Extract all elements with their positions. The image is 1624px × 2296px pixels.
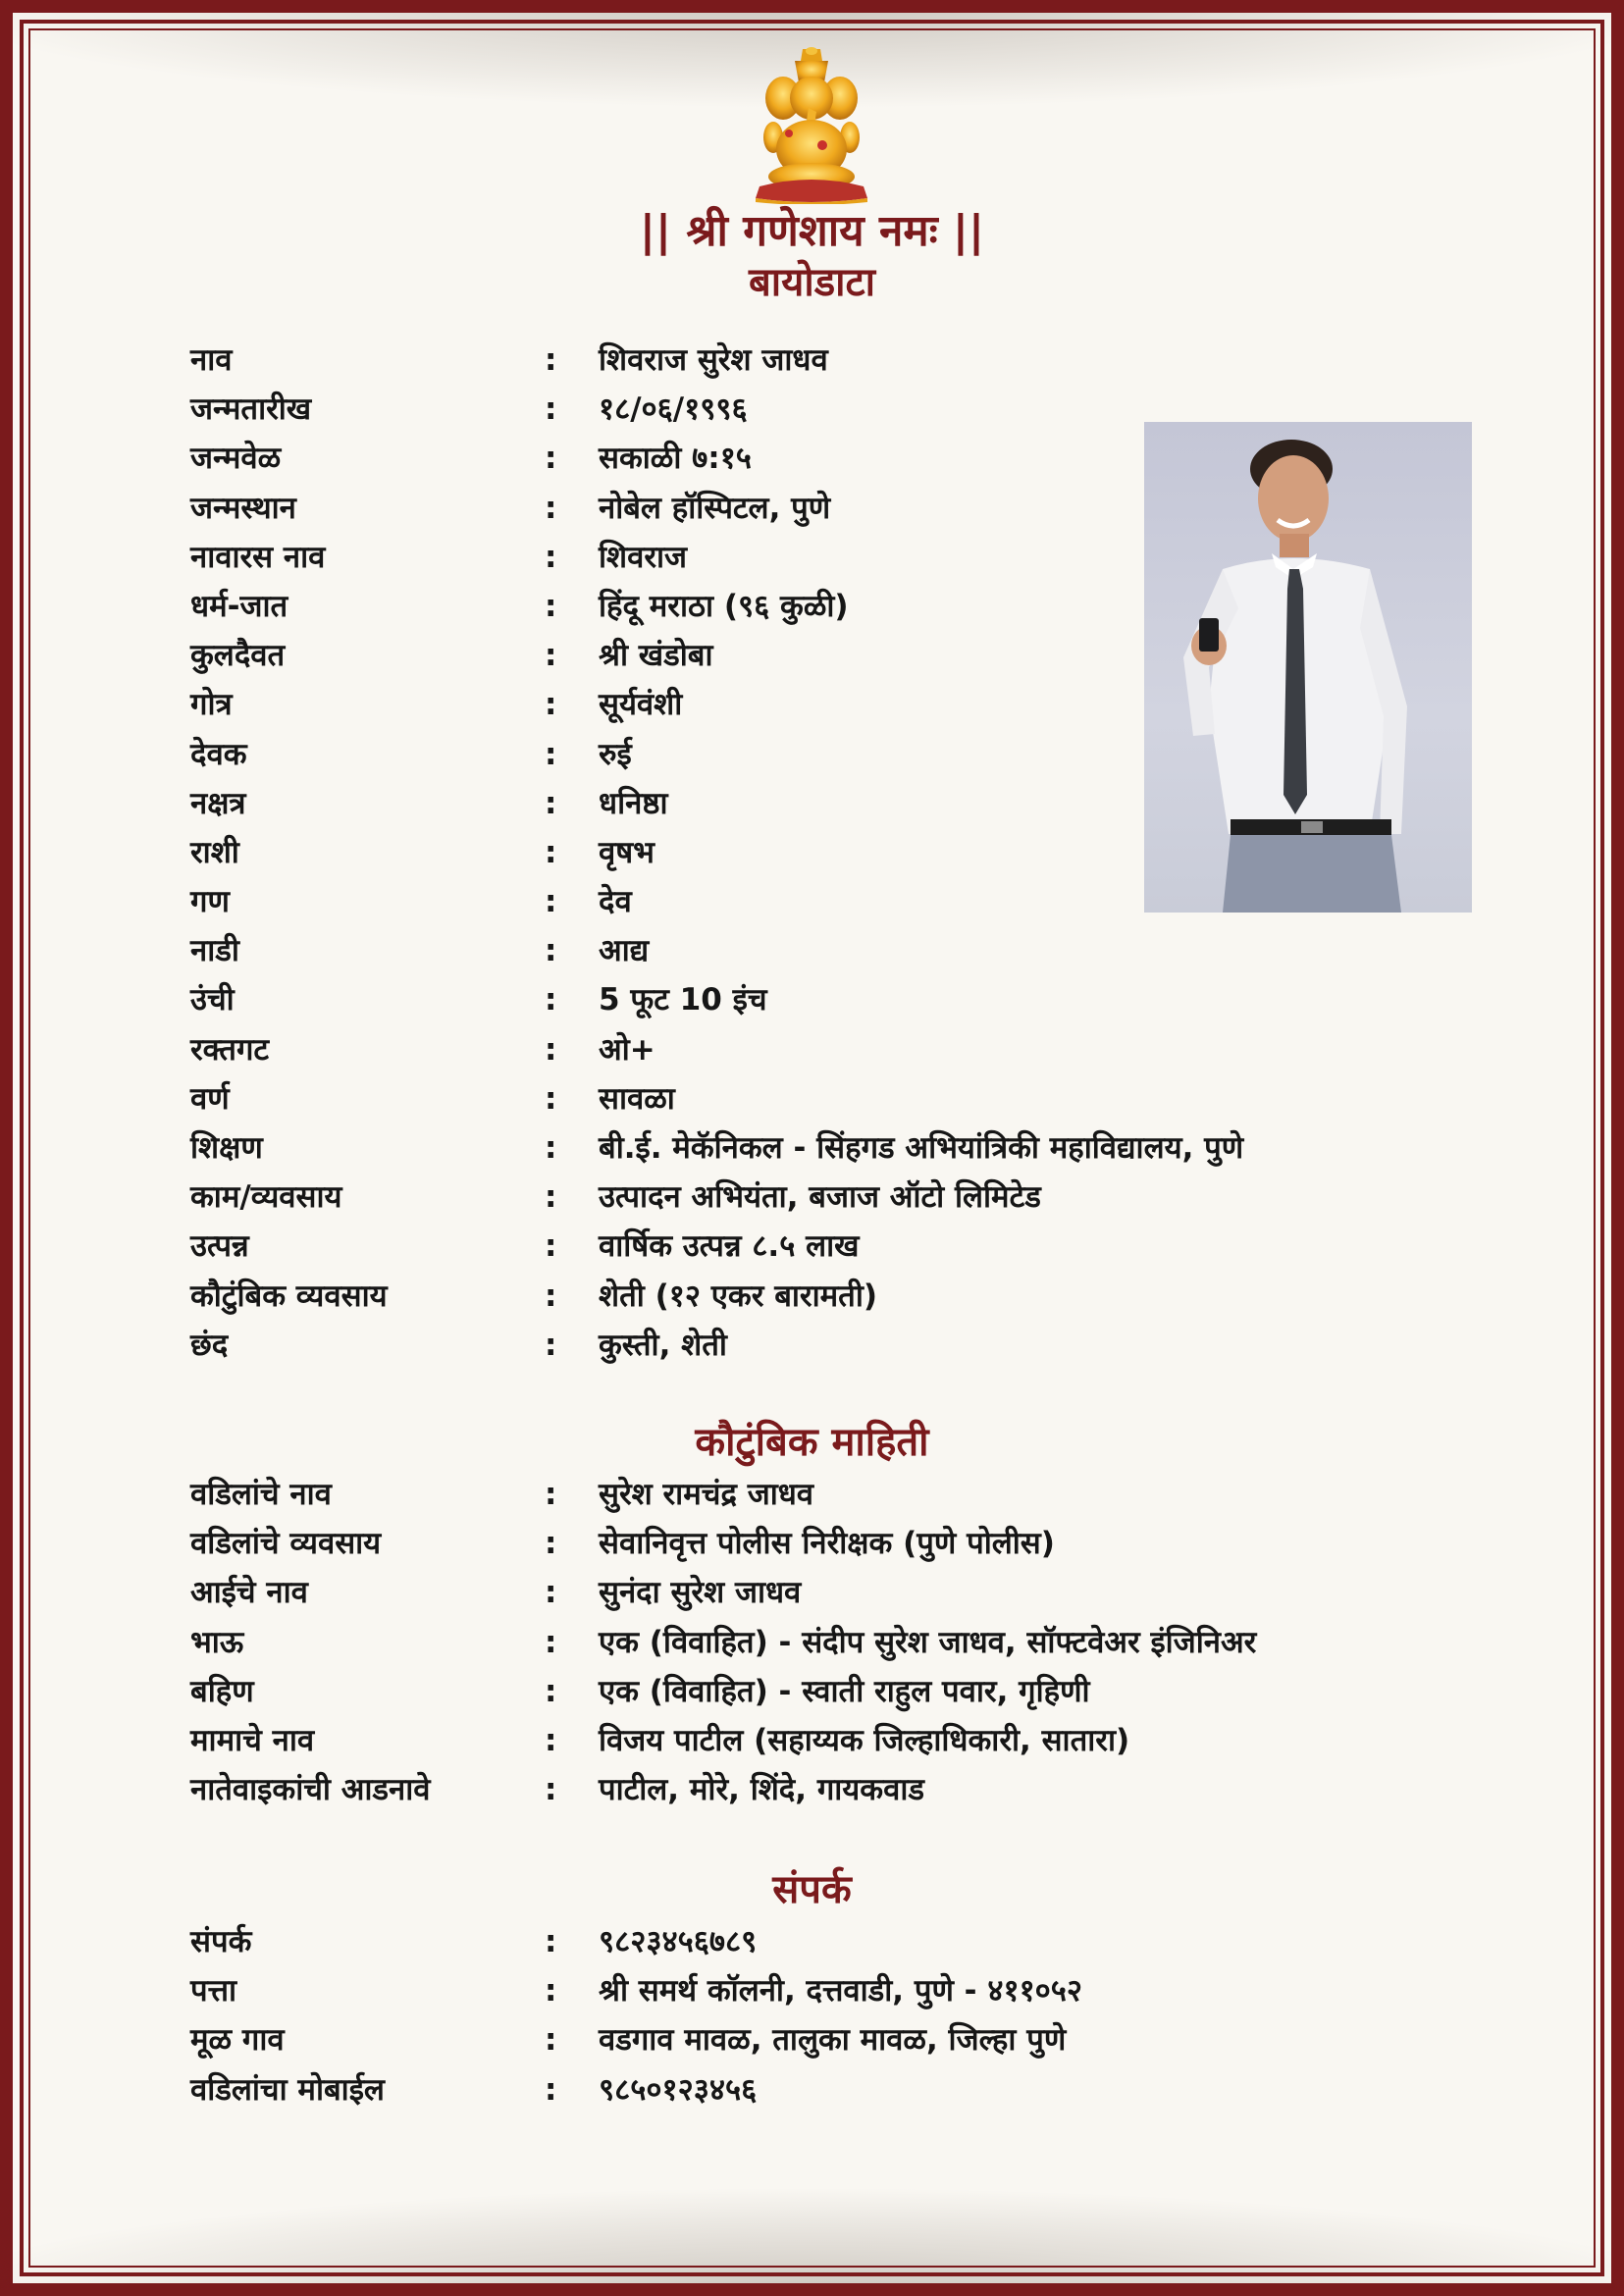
detail-row: [0, 1667, 1624, 1716]
detail-label: संपर्क: [190, 1924, 252, 1959]
separator-colon: :: [545, 342, 557, 378]
detail-row: [0, 730, 1624, 779]
detail-value: सुनंदा सुरेश जाधव: [599, 1575, 802, 1611]
separator-colon: :: [545, 1228, 557, 1265]
detail-value: पाटील, मोरे, शिंदे, गायकवाड: [599, 1772, 924, 1808]
detail-label: गोत्र: [190, 687, 233, 723]
detail-label: रक्तगट: [190, 1031, 270, 1068]
detail-row: [0, 2065, 1624, 2114]
contact-section-title: संपर्क: [772, 1867, 852, 1912]
ganesha-idol-icon: [746, 47, 877, 204]
separator-colon: :: [545, 1080, 557, 1117]
detail-value: शिवराज सुरेश जाधव: [599, 342, 828, 378]
detail-label: नावारस नाव: [190, 539, 326, 575]
detail-value: सेवानिवृत्त पोलीस निरीक्षक (पुणे पोलीस): [599, 1526, 1055, 1562]
detail-row: [0, 779, 1624, 828]
separator-colon: :: [545, 1575, 557, 1611]
detail-value: शेती (१२ एकर बारामती): [599, 1278, 878, 1314]
detail-label: देवक: [190, 736, 247, 772]
detail-value: रुई: [599, 736, 632, 772]
detail-value: श्री समर्थ कॉलनी, दत्तवाडी, पुणे - ४११०५२: [599, 1973, 1083, 2009]
detail-value: सावळा: [599, 1080, 675, 1117]
detail-label: कुलदैवत: [190, 638, 286, 674]
detail-row: [0, 2015, 1624, 2064]
detail-label: पत्ता: [190, 1973, 237, 2009]
separator-colon: :: [545, 391, 557, 428]
detail-row: [0, 1966, 1624, 2015]
separator-colon: :: [545, 1924, 557, 1959]
detail-label: काम/व्यवसाय: [190, 1179, 342, 1216]
detail-value: वडगाव मावळ, तालुका मावळ, जिल्हा पुणे: [599, 2022, 1067, 2059]
detail-row: [0, 975, 1624, 1024]
detail-label: वडिलांचा मोबाईल: [190, 2071, 385, 2108]
detail-label: उत्पन्न: [190, 1228, 249, 1265]
detail-row: [0, 1618, 1624, 1667]
detail-row: [0, 1716, 1624, 1765]
detail-label: शिक्षण: [190, 1130, 263, 1166]
detail-value: एक (विवाहित) - स्वाती राहुल पवार, गृहिणी: [599, 1673, 1090, 1709]
detail-value: १८/०६/१९९६: [599, 391, 748, 428]
detail-row: [0, 877, 1624, 926]
separator-colon: :: [545, 2071, 557, 2108]
detail-value: आद्य: [599, 933, 650, 969]
detail-label: राशी: [190, 834, 239, 870]
separator-colon: :: [545, 785, 557, 821]
detail-row: [0, 1074, 1624, 1123]
detail-value: धनिष्ठा: [599, 785, 668, 821]
detail-value: वृषभ: [599, 834, 655, 870]
detail-value: 5 फूट 10 इंच: [599, 982, 767, 1018]
detail-row: [0, 1025, 1624, 1074]
detail-value: उत्पादन अभियंता, बजाज ऑटो लिमिटेड: [599, 1179, 1041, 1216]
detail-label: नातेवाइकांची आडनावे: [190, 1772, 431, 1808]
page-title: बायोडाटा: [748, 260, 876, 305]
detail-label: नाव: [190, 342, 233, 378]
detail-label: जन्मवेळ: [190, 441, 282, 477]
detail-row: [0, 1470, 1624, 1519]
family-section-title: कौटुंबिक माहिती: [695, 1420, 929, 1465]
detail-row: [0, 434, 1624, 483]
detail-value: सूर्यवंशी: [599, 687, 683, 723]
detail-value: सकाळी ७:१५: [599, 441, 752, 477]
separator-colon: :: [545, 1130, 557, 1166]
detail-label: धर्म-जात: [190, 588, 288, 624]
detail-value: ओ+: [599, 1031, 655, 1068]
detail-value: बी.ई. मेकॅनिकल - सिंहगड अभियांत्रिकी महाविद्यालय, पुणे: [599, 1130, 1244, 1166]
separator-colon: :: [545, 441, 557, 477]
mantra-heading: || श्री गणेशाय नमः ||: [639, 206, 985, 256]
detail-value: विजय पाटील (सहाय्यक जिल्हाधिकारी, सातारा): [599, 1722, 1130, 1758]
detail-row: [0, 1917, 1624, 1966]
detail-row: [0, 1173, 1624, 1222]
detail-value: वार्षिक उत्पन्न ८.५ लाख: [599, 1228, 860, 1265]
separator-colon: :: [545, 884, 557, 920]
separator-colon: :: [545, 2022, 557, 2059]
detail-label: वडिलांचे व्यवसाय: [190, 1526, 382, 1562]
detail-row: [0, 336, 1624, 385]
detail-row: [0, 1519, 1624, 1568]
detail-row: [0, 582, 1624, 631]
detail-label: नाडी: [190, 933, 239, 969]
separator-colon: :: [545, 1278, 557, 1314]
detail-value: कुस्ती, शेती: [599, 1327, 727, 1363]
detail-value: ९८५०१२३४५६: [599, 2071, 758, 2108]
personal-details: [0, 336, 1624, 1370]
detail-value: देव: [599, 884, 632, 920]
separator-colon: :: [545, 687, 557, 723]
detail-label: भाऊ: [190, 1624, 244, 1660]
detail-row: [0, 1765, 1624, 1814]
detail-label: जन्मस्थान: [190, 490, 296, 526]
detail-label: उंची: [190, 982, 235, 1018]
detail-row: [0, 1272, 1624, 1321]
separator-colon: :: [545, 1477, 557, 1512]
detail-label: मामाचे नाव: [190, 1722, 315, 1758]
separator-colon: :: [545, 736, 557, 772]
separator-colon: :: [545, 1973, 557, 2009]
detail-label: जन्मतारीख: [190, 391, 312, 428]
detail-value: सुरेश रामचंद्र जाधव: [599, 1477, 814, 1512]
detail-label: मूळ गाव: [190, 2022, 285, 2059]
separator-colon: :: [545, 1526, 557, 1562]
detail-value: ९८२३४५६७८९: [599, 1924, 758, 1959]
separator-colon: :: [545, 982, 557, 1018]
separator-colon: :: [545, 1673, 557, 1709]
separator-colon: :: [545, 1722, 557, 1758]
detail-value: शिवराज: [599, 539, 688, 575]
separator-colon: :: [545, 933, 557, 969]
detail-row: [0, 1222, 1624, 1271]
separator-colon: :: [545, 1031, 557, 1068]
detail-row: [0, 385, 1624, 434]
separator-colon: :: [545, 490, 557, 526]
detail-label: बहिण: [190, 1673, 254, 1709]
detail-label: कौटुंबिक व्यवसाय: [190, 1278, 388, 1314]
detail-label: गण: [190, 884, 230, 920]
detail-row: [0, 828, 1624, 877]
detail-value: नोबेल हॉस्पिटल, पुणे: [599, 490, 831, 526]
separator-colon: :: [545, 588, 557, 624]
family-details: [0, 1470, 1624, 1814]
separator-colon: :: [545, 638, 557, 674]
detail-value: एक (विवाहित) - संदीप सुरेश जाधव, सॉफ्टवेअर इंजिनिअर: [599, 1624, 1257, 1660]
detail-row: [0, 533, 1624, 582]
separator-colon: :: [545, 539, 557, 575]
detail-value: हिंदू मराठा (९६ कुळी): [599, 588, 849, 624]
detail-row: [0, 484, 1624, 533]
detail-row: [0, 1568, 1624, 1617]
detail-label: वडिलांचे नाव: [190, 1477, 332, 1512]
detail-row: [0, 680, 1624, 729]
separator-colon: :: [545, 1624, 557, 1660]
detail-label: छंद: [190, 1327, 229, 1363]
contact-details: [0, 1917, 1624, 2114]
detail-label: वर्ण: [190, 1080, 230, 1117]
detail-label: नक्षत्र: [190, 785, 246, 821]
detail-value: श्री खंडोबा: [599, 638, 713, 674]
separator-colon: :: [545, 1179, 557, 1216]
detail-label: आईचे नाव: [190, 1575, 308, 1611]
detail-row: [0, 1321, 1624, 1370]
separator-colon: :: [545, 1772, 557, 1808]
separator-colon: :: [545, 834, 557, 870]
detail-row: [0, 926, 1624, 975]
separator-colon: :: [545, 1327, 557, 1363]
detail-row: [0, 1123, 1624, 1173]
detail-row: [0, 631, 1624, 680]
